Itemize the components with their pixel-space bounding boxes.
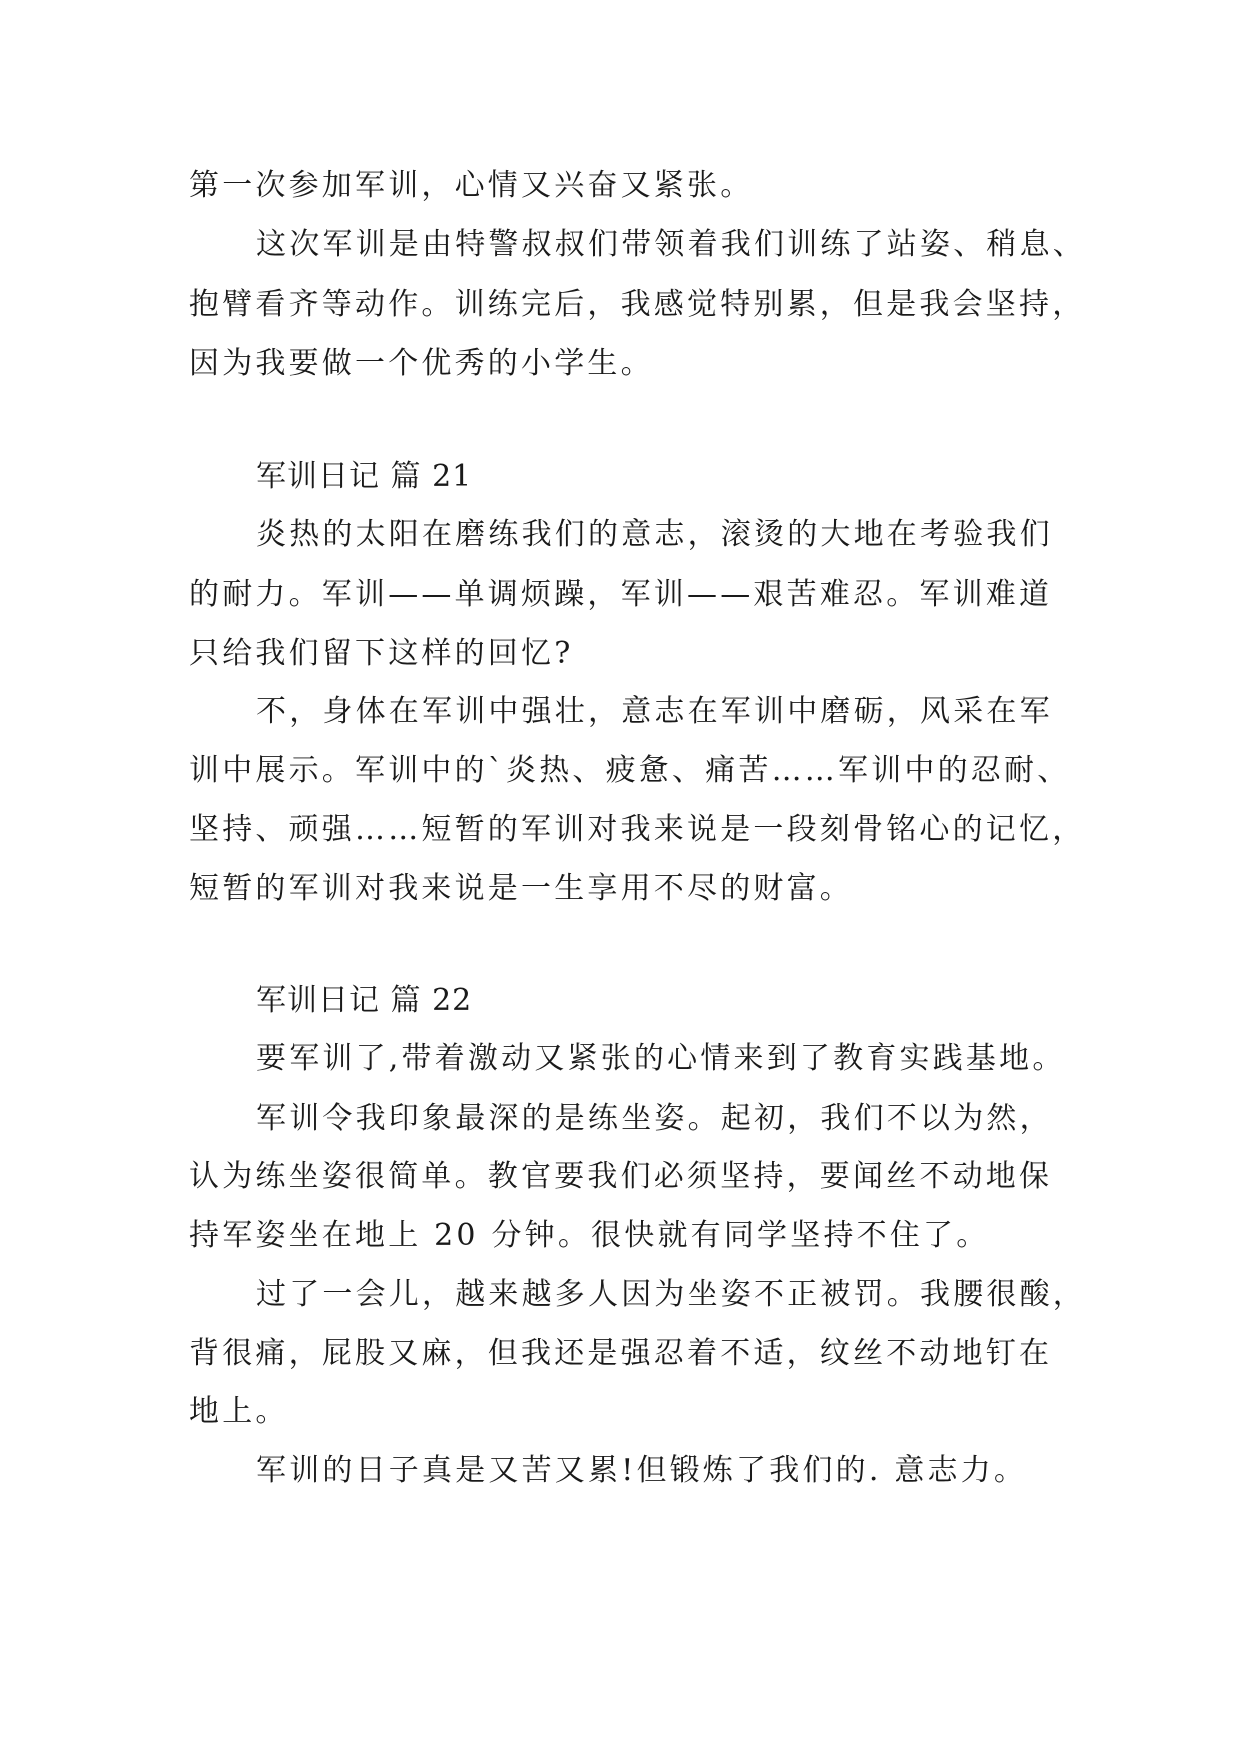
text-line: 短暂的军训对我来说是一生享用不尽的财富。 (189, 871, 853, 906)
text-line: 第一次参加军训，心情又兴奋又紧张。 (189, 168, 754, 203)
text-line: 训中展示。军训中的`炎热、疲惫、痛苦……军训中的忍耐、 (189, 753, 1071, 788)
text-line: 因为我要做一个优秀的小学生。 (189, 346, 654, 381)
text-line: 炎热的太阳在磨练我们的意志，滚烫的大地在考验我们 (256, 517, 1053, 552)
entry-heading: 军训日记 篇 21 (256, 459, 473, 494)
text-line: 的耐力。军训——单调烦躁，军训——艰苦难忍。军训难道 (189, 577, 1053, 612)
text-line: 军训令我印象最深的是练坐姿。起初，我们不以为然， (256, 1101, 1053, 1136)
text-line: 坚持、顽强……短暂的军训对我来说是一段刻骨铭心的记忆， (189, 812, 1086, 847)
text-line: 只给我们留下这样的回忆? (189, 636, 574, 671)
text-line: 要军训了,带着激动又紧张的心情来到了教育实践基地。 (256, 1041, 1066, 1076)
text-line: 持军姿坐在地上 20 分钟。很快就有同学坚持不住了。 (189, 1218, 990, 1253)
text-line: 抱臂看齐等动作。训练完后，我感觉特别累，但是我会坚持， (189, 287, 1086, 322)
text-line: 背很痛，屁股又麻，但我还是强忍着不适，纹丝不动地钉在 (189, 1336, 1053, 1371)
entry-heading: 军训日记 篇 22 (256, 983, 473, 1018)
text-line: 军训的日子真是又苦又累!但锻炼了我们的. 意志力。 (256, 1453, 1028, 1488)
text-line: 认为练坐姿很简单。教官要我们必须坚持，要闻丝不动地保 (189, 1159, 1053, 1194)
text-line: 地上。 (189, 1394, 289, 1429)
text-line: 不，身体在军训中强壮，意志在军训中磨砺，风采在军 (256, 694, 1053, 729)
text-line: 这次军训是由特警叔叔们带领着我们训练了站姿、稍息、 (256, 227, 1086, 262)
text-line: 过了一会儿，越来越多人因为坐姿不正被罚。我腰很酸， (256, 1277, 1086, 1312)
